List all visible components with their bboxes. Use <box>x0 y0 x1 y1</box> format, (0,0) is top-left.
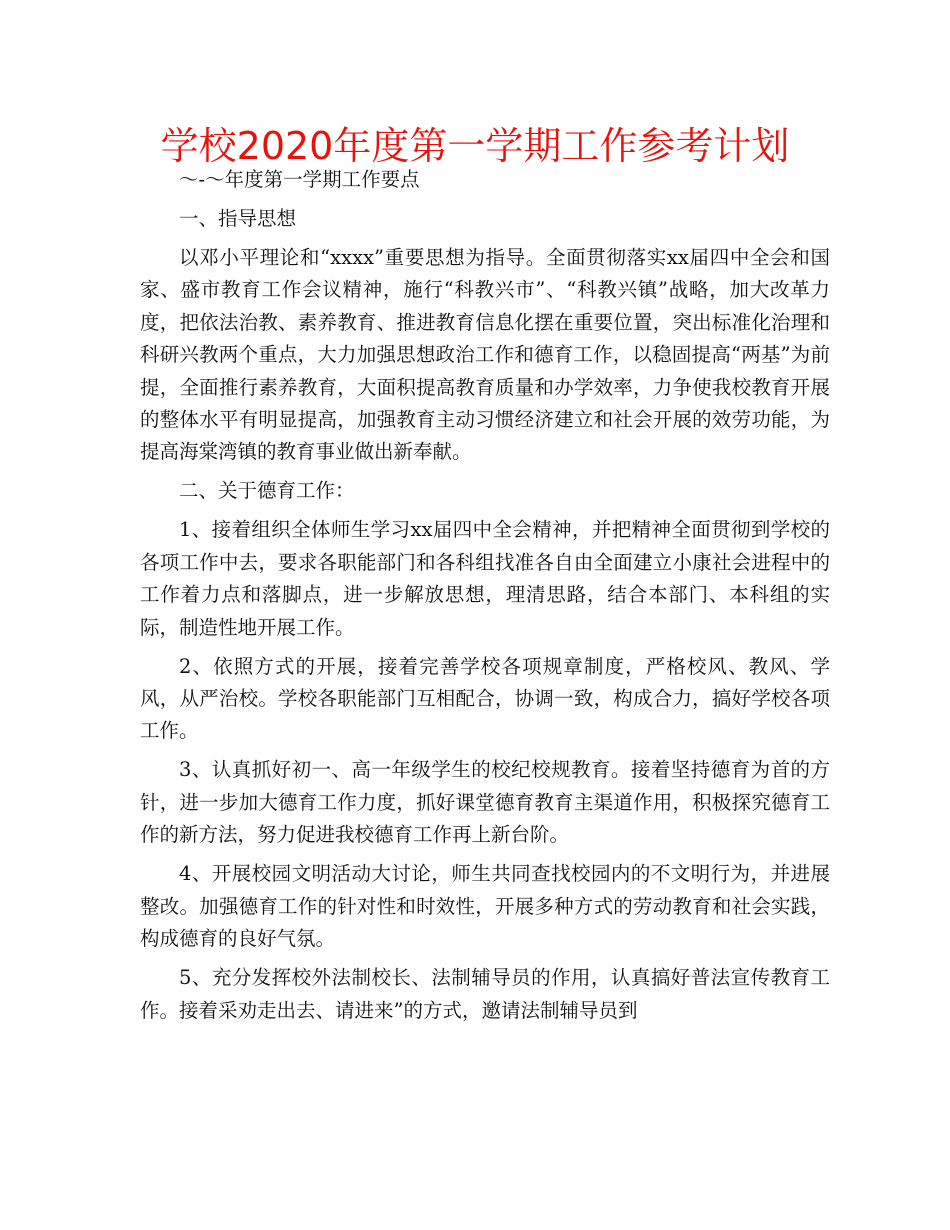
paragraph-subtitle: ～-～年度第一学期工作要点 <box>179 168 420 191</box>
paragraph-item-3: 3、认真抓好初一、高一年级学生的校纪校规教育。接着坚持德育为首的方针，进一步加大德育工作力度，抓好课堂德育教育主渠道作用，积极探究德育工作的新方法，努力促进我校德育工作再上新台阶。 <box>140 758 830 847</box>
paragraph-item-2: 2、依照方式的开展，接着完善学校各项规章制度，严格校风、教风、学风，从严治校。学校各职能部门互相配合，协调一致，构成合力，搞好学校各项工作。 <box>140 654 830 743</box>
document-body <box>140 164 830 1027</box>
paragraph-item-5: 5、充分发挥校外法制校长、法制辅导员的作用，认真搞好普法宣传教育工作。接着采劝走出去、请进来”的方式，邀请法制辅导员到 <box>140 966 830 1022</box>
paragraph-guiding-ideology: 以邓小平理论和“xxxx”重要思想为指导。全面贯彻落实xx届四中全会和国家、盛市教育工作会议精神，施行“科教兴市”、“科教兴镇”战略，加大改革力度，把依法治教、素养教育、推进教育信息化摆在重要位置，突出标准化治理和科研兴教两个重点，大力加强思想政治工作和德育工作，以稳固提高“两基”为前提，全面推行素养教育，大面积提高教育质量和办学效率，力争使我校教育开展的整体水平有明显提高，加强教育主动习惯经济建立和社会开展的效劳功能，为提高海棠湾镇的教育事业做出新奉献。 <box>140 246 830 464</box>
document-title: 学校2020年度第一学期工作参考计划 <box>160 124 790 168</box>
paragraph-item-1: 1、接着组织全体师生学习xx届四中全会精神，并把精神全面贯彻到学校的各项工作中去，要求各职能部门和各科组找准各自由全面建立小康社会进程中的工作着力点和落脚点，进一步解放思想，理清思路，结合本部门、本科组的实际，制造性地开展工作。 <box>140 518 830 639</box>
section-heading-guiding-ideology: 一、指导思想 <box>179 207 297 230</box>
section-heading-moral-education: 二、关于德育工作： <box>179 479 355 503</box>
paragraph-item-4: 4、开展校园文明活动大讨论，师生共同查找校园内的不文明行为，并进展整改。加强德育工作的针对性和时效性，开展多种方式的劳动教育和社会实践，构成德育的良好气氛。 <box>140 862 830 951</box>
